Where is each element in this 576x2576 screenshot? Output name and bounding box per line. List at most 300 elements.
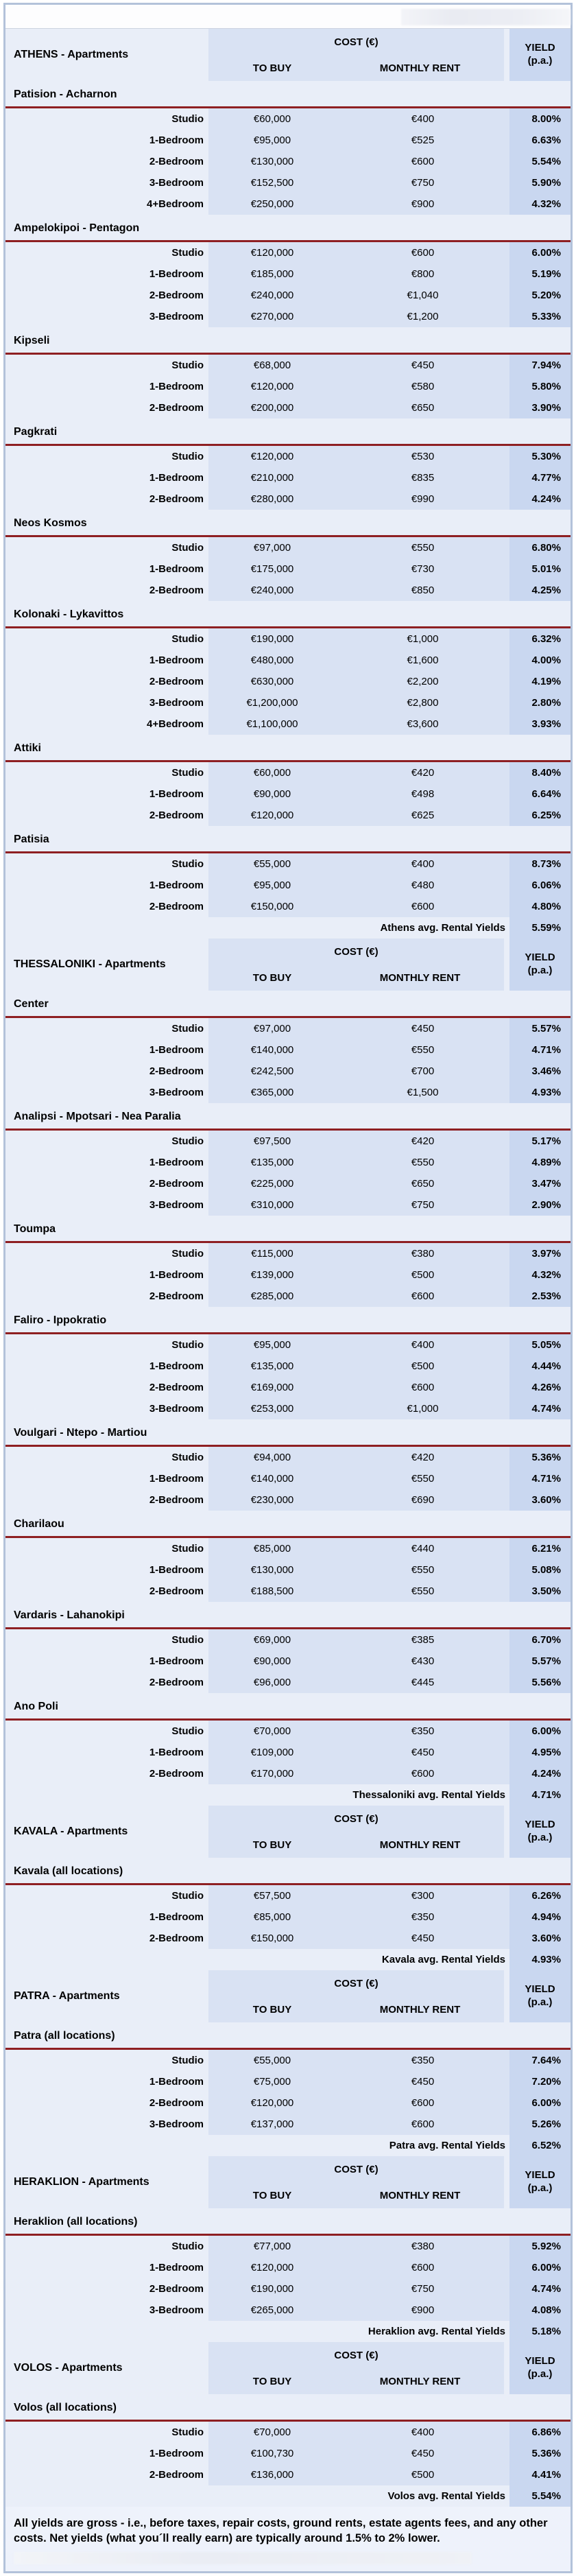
rent-price-cell: €1,040 xyxy=(336,285,509,306)
unit-type-label: 2-Bedroom xyxy=(149,1768,204,1780)
cost-header-block xyxy=(208,1970,504,2022)
yield-cell: 7.64% xyxy=(509,2050,571,2071)
yield-cell: 6.21% xyxy=(509,1538,571,1559)
table-row xyxy=(5,2278,571,2300)
unit-type-label: 2-Bedroom xyxy=(149,2097,204,2109)
buy-price-cell: €140,000 xyxy=(208,1039,336,1061)
yield-cell: 4.41% xyxy=(509,2464,571,2485)
area-header-label: Charilaou xyxy=(14,1517,64,1530)
table-body xyxy=(5,29,571,2507)
avg-yield-cell: 6.52% xyxy=(509,2135,571,2156)
buy-price-cell: €240,000 xyxy=(208,580,336,601)
yield-header-line2: (p.a.) xyxy=(527,1832,553,1843)
buy-price-cell: €68,000 xyxy=(208,355,336,376)
avg-yield-cell: 5.54% xyxy=(509,2485,571,2507)
yield-cell: 6.06% xyxy=(509,875,571,896)
area-header xyxy=(5,1103,571,1131)
buy-price-cell: €152,500 xyxy=(208,172,336,193)
area-header xyxy=(5,991,571,1018)
footnote-section xyxy=(5,2507,571,2571)
yield-cell: 6.80% xyxy=(509,537,571,558)
table-row xyxy=(5,1559,571,1581)
rent-price-cell: €445 xyxy=(336,1672,509,1693)
yield-cell: 4.44% xyxy=(509,1356,571,1377)
buy-price-cell: €96,000 xyxy=(208,1672,336,1693)
unit-type-label: Studio xyxy=(171,767,204,779)
table-row xyxy=(5,805,571,826)
city-header xyxy=(5,2342,571,2394)
table-row xyxy=(5,1742,571,1763)
monthly-rent-header: MONTHLY RENT xyxy=(379,2003,461,2016)
table-row xyxy=(5,1651,571,1672)
table-row xyxy=(5,2300,571,2321)
unit-type-label: 1-Bedroom xyxy=(149,563,204,575)
area-header-label: Pagkrati xyxy=(14,425,58,438)
area-header xyxy=(5,418,571,446)
yield-cell: 5.36% xyxy=(509,1447,571,1468)
buy-price-cell: €210,000 xyxy=(208,467,336,488)
buy-price-cell: €253,000 xyxy=(208,1398,336,1419)
yield-cell: 4.74% xyxy=(509,1398,571,1419)
table-row xyxy=(5,1131,571,1152)
table-row xyxy=(5,1447,571,1468)
area-header-label: Vardaris - Lahanokipi xyxy=(14,1609,125,1621)
rent-price-cell: €730 xyxy=(336,558,509,580)
unit-type-label: Studio xyxy=(171,451,204,462)
unit-type-label: 3-Bedroom xyxy=(149,2304,204,2316)
unit-type-label: 2-Bedroom xyxy=(149,2469,204,2481)
to-buy-header: TO BUY xyxy=(252,1839,292,1851)
city-title: THESSALONIKI - Apartments xyxy=(14,958,166,970)
unit-type-label: Studio xyxy=(171,1248,204,1260)
avg-yield-cell: 4.71% xyxy=(509,1784,571,1806)
avg-yield-label: Kavala avg. Rental Yields xyxy=(381,1954,505,1965)
rent-price-cell: €2,200 xyxy=(336,671,509,692)
buy-price-cell: €94,000 xyxy=(208,1447,336,1468)
buy-price-cell: €75,000 xyxy=(208,2071,336,2092)
table-row xyxy=(5,1286,571,1307)
rent-price-cell: €3,600 xyxy=(336,713,509,735)
unit-type-label: 3-Bedroom xyxy=(149,1403,204,1415)
buy-price-cell: €60,000 xyxy=(208,108,336,130)
buy-price-cell: €95,000 xyxy=(208,1334,336,1356)
unit-type-label: 2-Bedroom xyxy=(149,1382,204,1393)
buy-price-cell: €188,500 xyxy=(208,1581,336,1602)
yield-cell: 4.93% xyxy=(509,1082,571,1103)
yield-header xyxy=(509,2156,571,2208)
buy-price-cell: €109,000 xyxy=(208,1742,336,1763)
unit-type-label: 2-Bedroom xyxy=(149,1933,204,1944)
rent-price-cell: €1,200 xyxy=(336,306,509,327)
buy-price-cell: €1,100,000 xyxy=(208,713,336,735)
unit-type-label: 1-Bedroom xyxy=(149,1911,204,1923)
monthly-rent-header: MONTHLY RENT xyxy=(379,2375,461,2387)
rent-price-cell: €1,000 xyxy=(336,1398,509,1419)
yield-cell: 2.90% xyxy=(509,1194,571,1216)
rent-price-cell: €750 xyxy=(336,172,509,193)
unit-type-label: Studio xyxy=(171,1725,204,1737)
table-row xyxy=(5,467,571,488)
unit-type-label: 3-Bedroom xyxy=(149,177,204,189)
table-row xyxy=(5,558,571,580)
footnote: All yields are gross - i.e., before taxes, repair costs, ground rents, estate agents fees, and any other costs. Net yields (what you´ll really earn) are typically around 1.5% to 2% lower. xyxy=(14,2517,548,2544)
table-row xyxy=(5,628,571,650)
rent-price-cell: €690 xyxy=(336,1489,509,1511)
monthly-rent-header: MONTHLY RENT xyxy=(379,62,461,74)
unit-type-label: 1-Bedroom xyxy=(149,654,204,666)
table-row xyxy=(5,1152,571,1173)
city-title: KAVALA - Apartments xyxy=(14,1825,128,1837)
table-row xyxy=(5,1906,571,1928)
avg-yield-row xyxy=(5,2321,571,2342)
yield-cell: 4.77% xyxy=(509,467,571,488)
monthly-rent-header: MONTHLY RENT xyxy=(379,971,461,984)
cost-header-block xyxy=(208,29,504,81)
rent-price-cell: €525 xyxy=(336,130,509,151)
yield-header-line1: YIELD xyxy=(525,952,555,964)
rent-price-cell: €450 xyxy=(336,1928,509,1949)
cost-header: COST (€) xyxy=(334,2163,379,2175)
buy-price-cell: €90,000 xyxy=(208,783,336,805)
yield-cell: 4.24% xyxy=(509,1763,571,1784)
buy-price-cell: €190,000 xyxy=(208,628,336,650)
area-header xyxy=(5,1419,571,1447)
unit-type-label: 1-Bedroom xyxy=(149,1269,204,1281)
rent-price-cell: €1,600 xyxy=(336,650,509,671)
avg-yield-cell: 5.18% xyxy=(509,2321,571,2342)
table-row xyxy=(5,2236,571,2257)
table-row xyxy=(5,1061,571,1082)
yield-cell: 5.92% xyxy=(509,2236,571,2257)
table-row xyxy=(5,2464,571,2485)
table-row xyxy=(5,242,571,263)
to-buy-header: TO BUY xyxy=(252,2375,292,2387)
area-header xyxy=(5,1216,571,1243)
unit-type-label: Studio xyxy=(171,1452,204,1463)
buy-price-cell: €230,000 xyxy=(208,1489,336,1511)
rent-price-cell: €500 xyxy=(336,1264,509,1286)
city-title: VOLOS - Apartments xyxy=(14,2362,123,2374)
rent-price-cell: €1,500 xyxy=(336,1082,509,1103)
table-row xyxy=(5,1489,571,1511)
area-header xyxy=(5,2022,571,2050)
unit-type-label: Studio xyxy=(171,247,204,259)
table-row xyxy=(5,1885,571,1906)
cost-header-block xyxy=(208,2156,504,2208)
buy-price-cell: €120,000 xyxy=(208,376,336,397)
unit-type-label: Studio xyxy=(171,2426,204,2438)
unit-type-label: Studio xyxy=(171,1634,204,1646)
unit-type-label: 2-Bedroom xyxy=(149,810,204,821)
buy-price-cell: €60,000 xyxy=(208,762,336,783)
unit-type-label: 1-Bedroom xyxy=(149,879,204,891)
area-header-label: Patra (all locations) xyxy=(14,2029,115,2042)
buy-price-cell: €120,000 xyxy=(208,446,336,467)
table-row xyxy=(5,2422,571,2443)
yield-header-line2: (p.a.) xyxy=(527,2182,553,2194)
rent-price-cell: €400 xyxy=(336,108,509,130)
yield-cell: 6.86% xyxy=(509,2422,571,2443)
area-header-label: Heraklion (all locations) xyxy=(14,2215,138,2228)
buy-price-cell: €270,000 xyxy=(208,306,336,327)
area-header-label: Ampelokipoi - Pentagon xyxy=(14,222,140,234)
rent-price-cell: €600 xyxy=(336,2114,509,2135)
unit-type-label: Studio xyxy=(171,542,204,554)
table-row xyxy=(5,376,571,397)
yield-cell: 4.25% xyxy=(509,580,571,601)
buy-price-cell: €95,000 xyxy=(208,130,336,151)
yield-cell: 7.20% xyxy=(509,2071,571,2092)
unit-type-label: 2-Bedroom xyxy=(149,2283,204,2295)
table-row xyxy=(5,397,571,418)
yield-header-line2: (p.a.) xyxy=(527,2368,553,2380)
area-header-label: Analipsi - Mpotsari - Nea Paralia xyxy=(14,1110,181,1122)
area-header xyxy=(5,1693,571,1721)
yield-header xyxy=(509,29,571,81)
table-row xyxy=(5,446,571,467)
rent-price-cell: €850 xyxy=(336,580,509,601)
area-header-label: Faliro - Ippokratio xyxy=(14,1314,107,1326)
rent-price-cell: €380 xyxy=(336,1243,509,1264)
yield-cell: 3.93% xyxy=(509,713,571,735)
rent-price-cell: €498 xyxy=(336,783,509,805)
rent-price-cell: €990 xyxy=(336,488,509,510)
buy-price-cell: €120,000 xyxy=(208,805,336,826)
unit-type-label: 2-Bedroom xyxy=(149,1290,204,1302)
city-title: HERAKLION - Apartments xyxy=(14,2176,149,2188)
yield-header-line2: (p.a.) xyxy=(527,55,553,67)
yield-cell: 3.90% xyxy=(509,397,571,418)
buy-price-cell: €97,000 xyxy=(208,537,336,558)
rent-price-cell: €500 xyxy=(336,2464,509,2485)
buy-price-cell: €120,000 xyxy=(208,2257,336,2278)
yield-cell: 6.32% xyxy=(509,628,571,650)
table-row xyxy=(5,1356,571,1377)
unit-type-label: 3-Bedroom xyxy=(149,1087,204,1098)
city-header xyxy=(5,1970,571,2022)
table-row xyxy=(5,108,571,130)
monthly-rent-header: MONTHLY RENT xyxy=(379,2189,461,2201)
yield-header-line1: YIELD xyxy=(525,1983,555,1996)
buy-price-cell: €69,000 xyxy=(208,1629,336,1651)
yield-cell: 3.50% xyxy=(509,1581,571,1602)
avg-yield-label: Patra avg. Rental Yields xyxy=(389,2140,505,2151)
yield-cell: 4.80% xyxy=(509,896,571,917)
rent-price-cell: €750 xyxy=(336,2278,509,2300)
table-row xyxy=(5,1763,571,1784)
rent-price-cell: €900 xyxy=(336,2300,509,2321)
buy-price-cell: €115,000 xyxy=(208,1243,336,1264)
yield-cell: 6.70% xyxy=(509,1629,571,1651)
rent-price-cell: €350 xyxy=(336,2050,509,2071)
rent-price-cell: €600 xyxy=(336,2257,509,2278)
table-row xyxy=(5,1538,571,1559)
avg-yield-row xyxy=(5,1784,571,1806)
table-row xyxy=(5,1629,571,1651)
cost-header-block xyxy=(208,1806,504,1858)
area-header-label: Toumpa xyxy=(14,1222,56,1235)
unit-type-label: 2-Bedroom xyxy=(149,676,204,687)
buy-price-cell: €90,000 xyxy=(208,1651,336,1672)
rent-price-cell: €650 xyxy=(336,397,509,418)
table-row xyxy=(5,263,571,285)
unit-type-label: 1-Bedroom xyxy=(149,472,204,484)
yield-cell: 5.90% xyxy=(509,172,571,193)
area-header-label: Neos Kosmos xyxy=(14,517,87,529)
unit-type-label: 2-Bedroom xyxy=(149,1494,204,1506)
yield-cell: 7.94% xyxy=(509,355,571,376)
yield-cell: 4.32% xyxy=(509,193,571,215)
yield-cell: 5.33% xyxy=(509,306,571,327)
yield-cell: 5.01% xyxy=(509,558,571,580)
table-row xyxy=(5,1082,571,1103)
yield-cell: 3.60% xyxy=(509,1928,571,1949)
table-row xyxy=(5,1243,571,1264)
unit-type-label: 1-Bedroom xyxy=(149,2448,204,2459)
buy-price-cell: €170,000 xyxy=(208,1763,336,1784)
yield-cell: 3.97% xyxy=(509,1243,571,1264)
buy-price-cell: €70,000 xyxy=(208,1721,336,1742)
rent-price-cell: €600 xyxy=(336,151,509,172)
rent-price-cell: €900 xyxy=(336,193,509,215)
rent-price-cell: €450 xyxy=(336,2071,509,2092)
yield-cell: 4.89% xyxy=(509,1152,571,1173)
avg-yield-label: Athens avg. Rental Yields xyxy=(380,922,505,934)
yield-cell: 5.36% xyxy=(509,2443,571,2464)
top-strip xyxy=(5,5,571,29)
avg-yield-row xyxy=(5,2135,571,2156)
buy-price-cell: €97,000 xyxy=(208,1018,336,1039)
yield-header-line1: YIELD xyxy=(525,2169,555,2182)
rent-price-cell: €550 xyxy=(336,1581,509,1602)
rent-price-cell: €380 xyxy=(336,2236,509,2257)
rent-price-cell: €835 xyxy=(336,467,509,488)
rent-price-cell: €350 xyxy=(336,1906,509,1928)
yield-cell: 5.57% xyxy=(509,1651,571,1672)
table-row xyxy=(5,1672,571,1693)
yield-header-line1: YIELD xyxy=(525,1819,555,1831)
table-row xyxy=(5,1194,571,1216)
table-row xyxy=(5,488,571,510)
yield-header-line1: YIELD xyxy=(525,42,555,54)
rent-price-cell: €550 xyxy=(336,1152,509,1173)
area-header-label: Kavala (all locations) xyxy=(14,1865,123,1877)
yield-cell: 6.00% xyxy=(509,2257,571,2278)
city-header xyxy=(5,2156,571,2208)
rent-price-cell: €400 xyxy=(336,2422,509,2443)
unit-type-label: Studio xyxy=(171,1135,204,1147)
yield-cell: 4.71% xyxy=(509,1468,571,1489)
buy-price-cell: €280,000 xyxy=(208,488,336,510)
buy-price-cell: €70,000 xyxy=(208,2422,336,2443)
buy-price-cell: €310,000 xyxy=(208,1194,336,1216)
rent-price-cell: €650 xyxy=(336,1173,509,1194)
rent-price-cell: €385 xyxy=(336,1629,509,1651)
buy-price-cell: €175,000 xyxy=(208,558,336,580)
area-header-label: Volos (all locations) xyxy=(14,2401,117,2413)
table-row xyxy=(5,875,571,896)
rent-price-cell: €420 xyxy=(336,762,509,783)
buy-price-cell: €120,000 xyxy=(208,2092,336,2114)
rent-price-cell: €350 xyxy=(336,1721,509,1742)
unit-type-label: Studio xyxy=(171,633,204,645)
table-row xyxy=(5,130,571,151)
yield-cell: 5.57% xyxy=(509,1018,571,1039)
rent-price-cell: €450 xyxy=(336,1018,509,1039)
rent-price-cell: €600 xyxy=(336,1286,509,1307)
buy-price-cell: €139,000 xyxy=(208,1264,336,1286)
yield-cell: 4.24% xyxy=(509,488,571,510)
city-header xyxy=(5,938,571,991)
yield-cell: 5.30% xyxy=(509,446,571,467)
yield-header-line2: (p.a.) xyxy=(527,1996,553,2008)
area-header xyxy=(5,327,571,355)
unit-type-label: 1-Bedroom xyxy=(149,1157,204,1168)
buy-price-cell: €480,000 xyxy=(208,650,336,671)
unit-type-label: 2-Bedroom xyxy=(149,584,204,596)
buy-price-cell: €136,000 xyxy=(208,2464,336,2485)
area-header-label: Patision - Acharnon xyxy=(14,88,117,100)
unit-type-label: Studio xyxy=(171,858,204,870)
yield-cell: 4.95% xyxy=(509,1742,571,1763)
buy-price-cell: €225,000 xyxy=(208,1173,336,1194)
rent-price-cell: €600 xyxy=(336,1763,509,1784)
rent-price-cell: €800 xyxy=(336,263,509,285)
area-header-label: Kipseli xyxy=(14,334,50,346)
buy-price-cell: €85,000 xyxy=(208,1538,336,1559)
unit-type-label: 3-Bedroom xyxy=(149,1199,204,1211)
buy-price-cell: €97,500 xyxy=(208,1131,336,1152)
table-row xyxy=(5,1721,571,1742)
buy-price-cell: €150,000 xyxy=(208,1928,336,1949)
table-row xyxy=(5,853,571,875)
avg-yield-row xyxy=(5,1949,571,1970)
yield-cell: 4.71% xyxy=(509,1039,571,1061)
table-row xyxy=(5,783,571,805)
yield-cell: 4.19% xyxy=(509,671,571,692)
rent-price-cell: €450 xyxy=(336,355,509,376)
avg-yield-cell: 5.59% xyxy=(509,917,571,938)
cost-header: COST (€) xyxy=(334,1977,379,1989)
table-row xyxy=(5,671,571,692)
unit-type-label: Studio xyxy=(171,1023,204,1035)
yield-cell: 6.64% xyxy=(509,783,571,805)
table-row xyxy=(5,896,571,917)
table-row xyxy=(5,1173,571,1194)
unit-type-label: Studio xyxy=(171,1890,204,1902)
table-row xyxy=(5,2050,571,2071)
avg-yield-label: Volos avg. Rental Yields xyxy=(387,2490,505,2502)
rent-price-cell: €625 xyxy=(336,805,509,826)
area-header xyxy=(5,1602,571,1629)
to-buy-header: TO BUY xyxy=(252,971,292,984)
table-row xyxy=(5,2071,571,2092)
rent-price-cell: €580 xyxy=(336,376,509,397)
area-header xyxy=(5,735,571,762)
buy-price-cell: €140,000 xyxy=(208,1468,336,1489)
area-header xyxy=(5,510,571,537)
rent-price-cell: €550 xyxy=(336,1468,509,1489)
unit-type-label: 2-Bedroom xyxy=(149,493,204,505)
monthly-rent-header: MONTHLY RENT xyxy=(379,1839,461,1851)
unit-type-label: 1-Bedroom xyxy=(149,134,204,146)
table-row xyxy=(5,1928,571,1949)
rent-price-cell: €700 xyxy=(336,1061,509,1082)
avg-yield-label: Heraklion avg. Rental Yields xyxy=(368,2326,505,2337)
rent-price-cell: €400 xyxy=(336,853,509,875)
yield-cell: 6.00% xyxy=(509,1721,571,1742)
avg-yield-row xyxy=(5,2485,571,2507)
